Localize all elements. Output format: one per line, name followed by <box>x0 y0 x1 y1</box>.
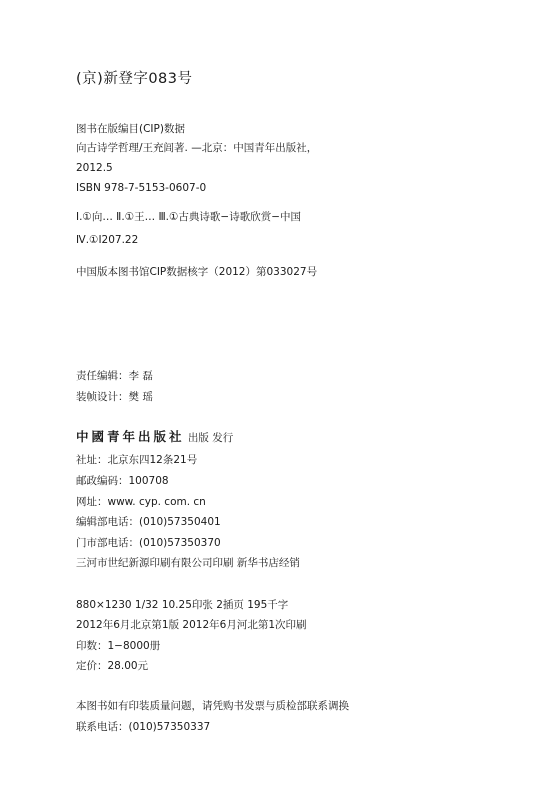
binding-designer: 装帧设计：樊 瑶 <box>76 391 153 403</box>
publisher-logo-calligraphy: 中國青年出版社 <box>76 429 185 444</box>
publisher-line <box>76 430 233 445</box>
quality-notice: 本图书如有印装质量问题，请凭购书发票与质检部联系调换 <box>76 700 349 712</box>
format-specs: 880×1230 1/32 10.25印张 2插页 195千字 <box>76 599 289 611</box>
publisher-address: 社址：北京东四12条21号 <box>76 454 198 466</box>
cip-title-line: 向古诗学哲理/王充闾著. —北京：中国青年出版社， <box>76 142 318 154</box>
printer-distributor: 三河市世纪新源印刷有限公司印刷 新华书店经销 <box>76 557 300 569</box>
cip-library-record: 中国版本图书馆CIP数据核字（2012）第033027号 <box>76 266 318 278</box>
cip-classification-2: Ⅳ.①I207.22 <box>76 234 139 246</box>
publisher-postcode: 邮政编码：100708 <box>76 475 169 487</box>
contact-phone: 联系电话：(010)57350337 <box>76 721 211 733</box>
cip-isbn: ISBN 978-7-5153-0607-0 <box>76 182 207 194</box>
price: 定价：28.00元 <box>76 660 149 672</box>
publisher-website: 网址：www. cyp. com. cn <box>76 496 206 508</box>
edition-info: 2012年6月北京第1版 2012年6月河北第1次印刷 <box>76 619 307 631</box>
publisher-suffix: 出版 发行 <box>187 432 234 444</box>
responsible-editor: 责任编辑：李 磊 <box>76 370 153 382</box>
retail-phone: 门市部电话：(010)57350370 <box>76 537 221 549</box>
cip-heading: 图书在版编目(CIP)数据 <box>76 123 185 135</box>
cip-date: 2012.5 <box>76 162 113 174</box>
editorial-phone: 编辑部电话：(010)57350401 <box>76 516 221 528</box>
jing-registration: (京)新登字083号 <box>76 71 193 87</box>
cip-classification-1: Ⅰ.①向… Ⅱ.①王… Ⅲ.①古典诗歌−诗歌欣赏−中国 <box>76 211 302 223</box>
print-run: 印数：1−8000册 <box>76 640 161 652</box>
